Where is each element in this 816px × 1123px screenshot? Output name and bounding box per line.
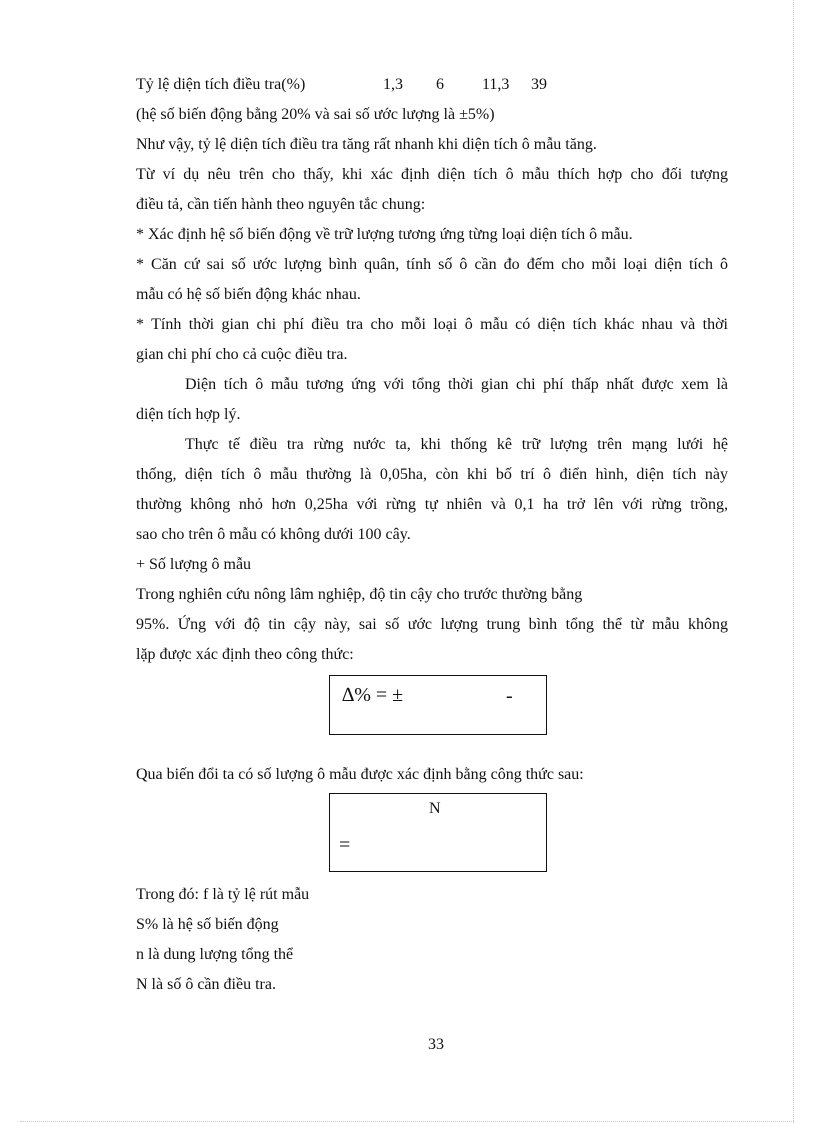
definition-n: n là dung lượng tổng thể [136, 946, 294, 963]
page-edge-right [793, 0, 794, 1123]
definition-N: N là số ô cần điều tra. [136, 976, 276, 993]
bullet-3-line-2: gian chi phí cho cả cuộc điều tra. [136, 346, 348, 363]
paragraph-1: Như vậy, tỷ lệ diện tích điều tra tăng rất nhanh khi diện tích ô mẫu tăng. [136, 136, 597, 153]
paragraph-5-line-2: 95%. Ứng với độ tin cậy này, sai số ước lượng trung bình tổng thể từ mẫu không [136, 616, 728, 633]
bullet-1: * Xác định hệ số biến động về trữ lượng tương ứng từng loại diện tích ô mẫu. [136, 226, 633, 243]
bullet-2-line-2: mẫu có hệ số biến động khác nhau. [136, 286, 361, 303]
paragraph-6: Qua biến đổi ta có số lượng ô mẫu được xác định bằng công thức sau: [136, 766, 584, 783]
table-cell-2: 6 [436, 76, 444, 93]
paragraph-3-line-2: diện tích hợp lý. [136, 406, 241, 423]
formula-error-minus: - [506, 685, 513, 707]
definition-s: S% là hệ số biến động [136, 916, 279, 933]
paragraph-3-line-1: Diện tích ô mẫu tương ứng với tổng thời gian chi phí thấp nhất được xem là [185, 376, 728, 393]
page-edge-bottom [20, 1121, 794, 1122]
paragraph-2-line-1: Từ ví dụ nêu trên cho thấy, khi xác định diện tích ô mẫu thích hợp cho đối tượng [136, 166, 728, 183]
formula-sample-size-box [329, 793, 547, 872]
table-row-label: Tỷ lệ diện tích điều tra(%) [136, 76, 306, 93]
paragraph-4-line-1: Thực tế điều tra rừng nước ta, khi thống kê trữ lượng trên mạng lưới hệ [185, 436, 728, 453]
formula-error-lhs: ∆% = ± [342, 684, 404, 706]
paragraph-4-line-2: thống, diện tích ô mẫu thường là 0,05ha, còn khi bố trí ô điển hình, diện tích này [136, 466, 728, 483]
table-cell-3: 11,3 [482, 76, 510, 93]
formula-equals: = [339, 834, 351, 856]
bullet-2-line-1: * Căn cứ sai số ước lượng bình quân, tính số ô cần đo đếm cho mỗi loại diện tích ô [136, 256, 728, 273]
bullet-3-line-1: * Tính thời gian chi phí điều tra cho mỗi loại ô mẫu có diện tích khác nhau và thời [136, 316, 728, 333]
paragraph-4-line-4: sao cho trên ô mẫu có không dưới 100 cây. [136, 526, 411, 543]
formula-error-box [329, 675, 547, 735]
definition-f: Trong đó: f là tỷ lệ rút mẫu [136, 886, 310, 903]
table-cell-1: 1,3 [383, 76, 403, 93]
paragraph-4-line-3: thường không nhỏ hơn 0,25ha với rừng tự nhiên và 0,1 ha trở lên với rừng trồng, [136, 496, 728, 513]
formula-numerator: N [429, 800, 441, 817]
paragraph-2-line-2: điều tả, cần tiến hành theo nguyên tắc chung: [136, 196, 426, 213]
paragraph-5-line-1: Trong nghiên cứu nông lâm nghiệp, độ tin cậy cho trước thường bằng [136, 586, 583, 603]
section-heading: + Số lượng ô mẫu [136, 556, 252, 573]
paragraph-5-line-3: lặp được xác định theo công thức: [136, 646, 354, 663]
table-cell-4: 39 [531, 76, 547, 93]
note-line: (hệ số biến động bằng 20% và sai số ước lượng là ±5%) [136, 106, 495, 123]
page-number: 33 [428, 1036, 444, 1053]
